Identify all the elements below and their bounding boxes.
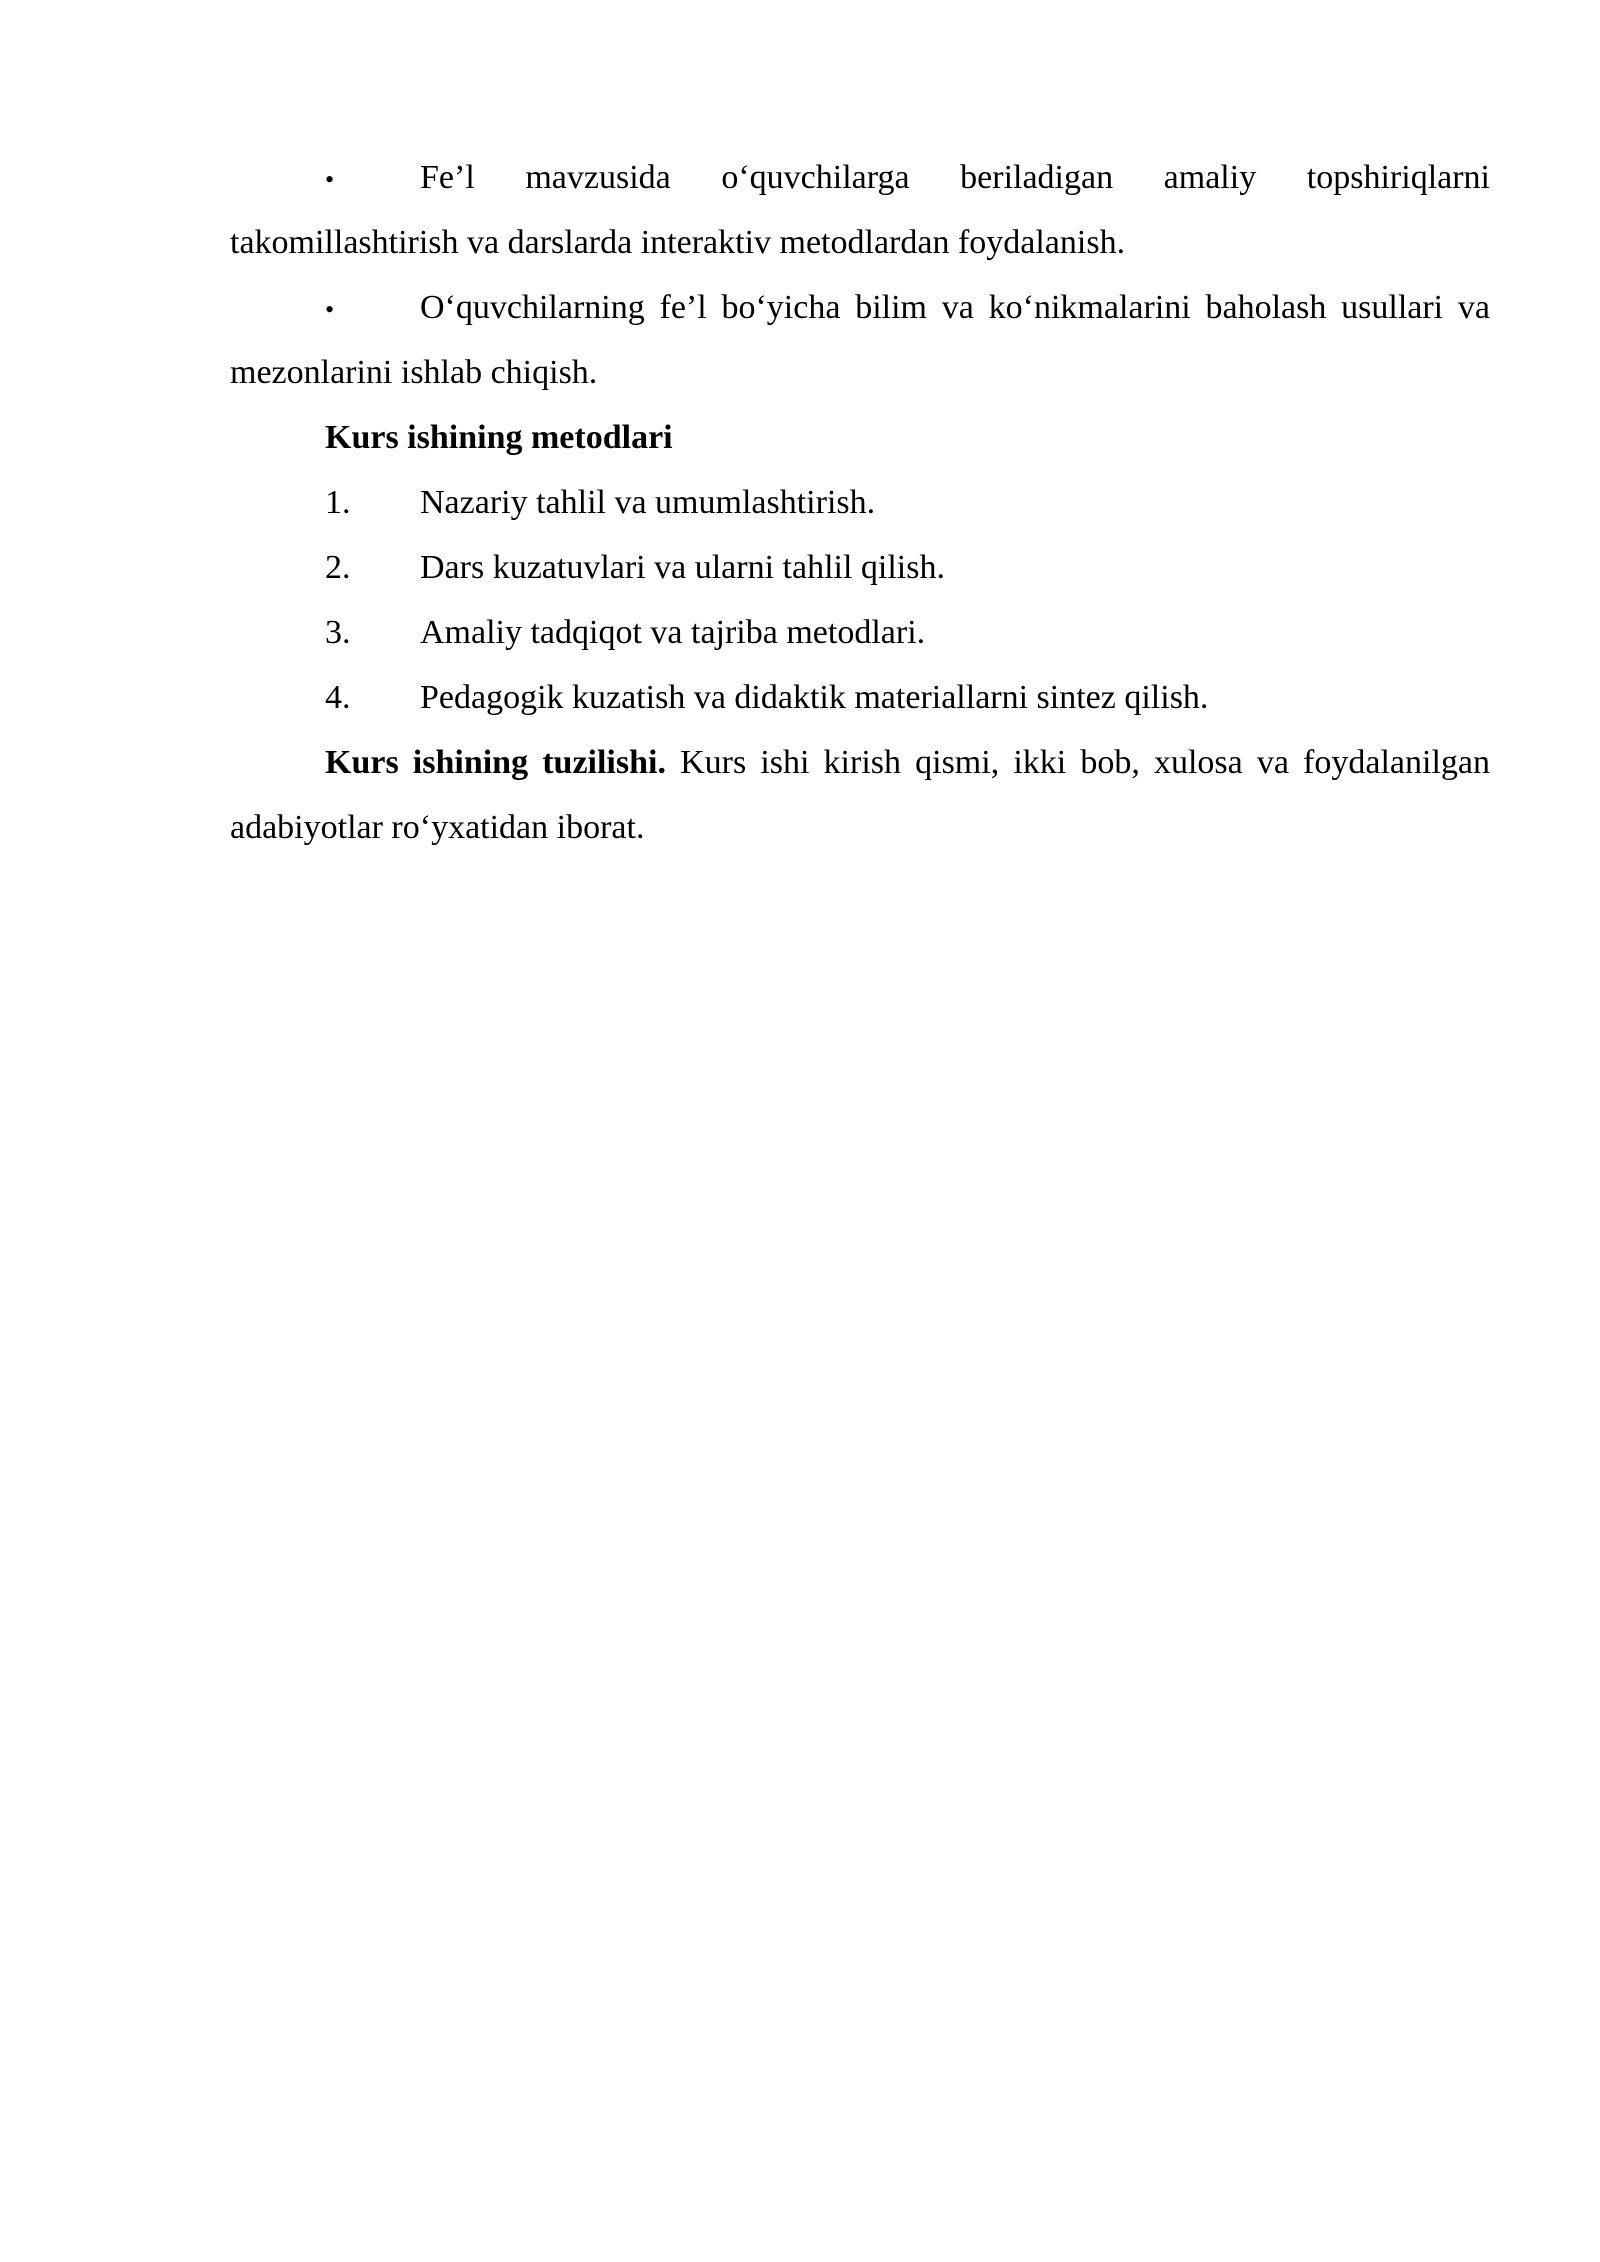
methods-heading: Kurs ishining metodlari: [325, 419, 673, 456]
method-text: Dars kuzatuvlari va ularni tahlil qilish.: [420, 549, 945, 586]
method-item: [230, 665, 1490, 730]
method-number: 2.: [325, 549, 351, 586]
bullet-item: [230, 275, 1490, 405]
method-number: 3.: [325, 614, 351, 651]
method-text: Nazariy tahlil va umumlashtirish.: [420, 484, 876, 521]
method-number: 4.: [325, 679, 351, 716]
method-text: Pedagogik kuzatish va didaktik materiallarni sintez qilish.: [420, 679, 1209, 716]
bullet-marker: •: [325, 295, 335, 324]
document-page: [230, 145, 1490, 860]
structure-paragraph: [230, 730, 1490, 860]
method-item: [230, 535, 1490, 600]
bullet-text: O‘quvchilarning fe’l bo‘yicha bilim va ko‘nikmalarini baholash usullari va mezonlarini ishlab chiqish.: [230, 289, 1490, 391]
method-number: 1.: [325, 484, 351, 521]
method-item: [230, 470, 1490, 535]
bullet-item: [230, 145, 1490, 275]
bullet-marker: •: [325, 165, 335, 194]
structure-label: Kurs ishining tuzilishi.: [325, 744, 666, 781]
method-text: Amaliy tadqiqot va tajriba metodlari.: [420, 614, 926, 651]
bullet-text: Fe’l mavzusida o‘quvchilarga beriladigan amaliy topshiriqlarni takomillashtirish va darslarda interaktiv metodlardan foydalanish.: [230, 159, 1490, 261]
method-item: [230, 600, 1490, 665]
structure-text: Kurs ishi kirish qismi, ikki bob, xulosa va foydalanilgan adabiyotlar ro‘yxatidan iborat.: [230, 744, 1490, 846]
